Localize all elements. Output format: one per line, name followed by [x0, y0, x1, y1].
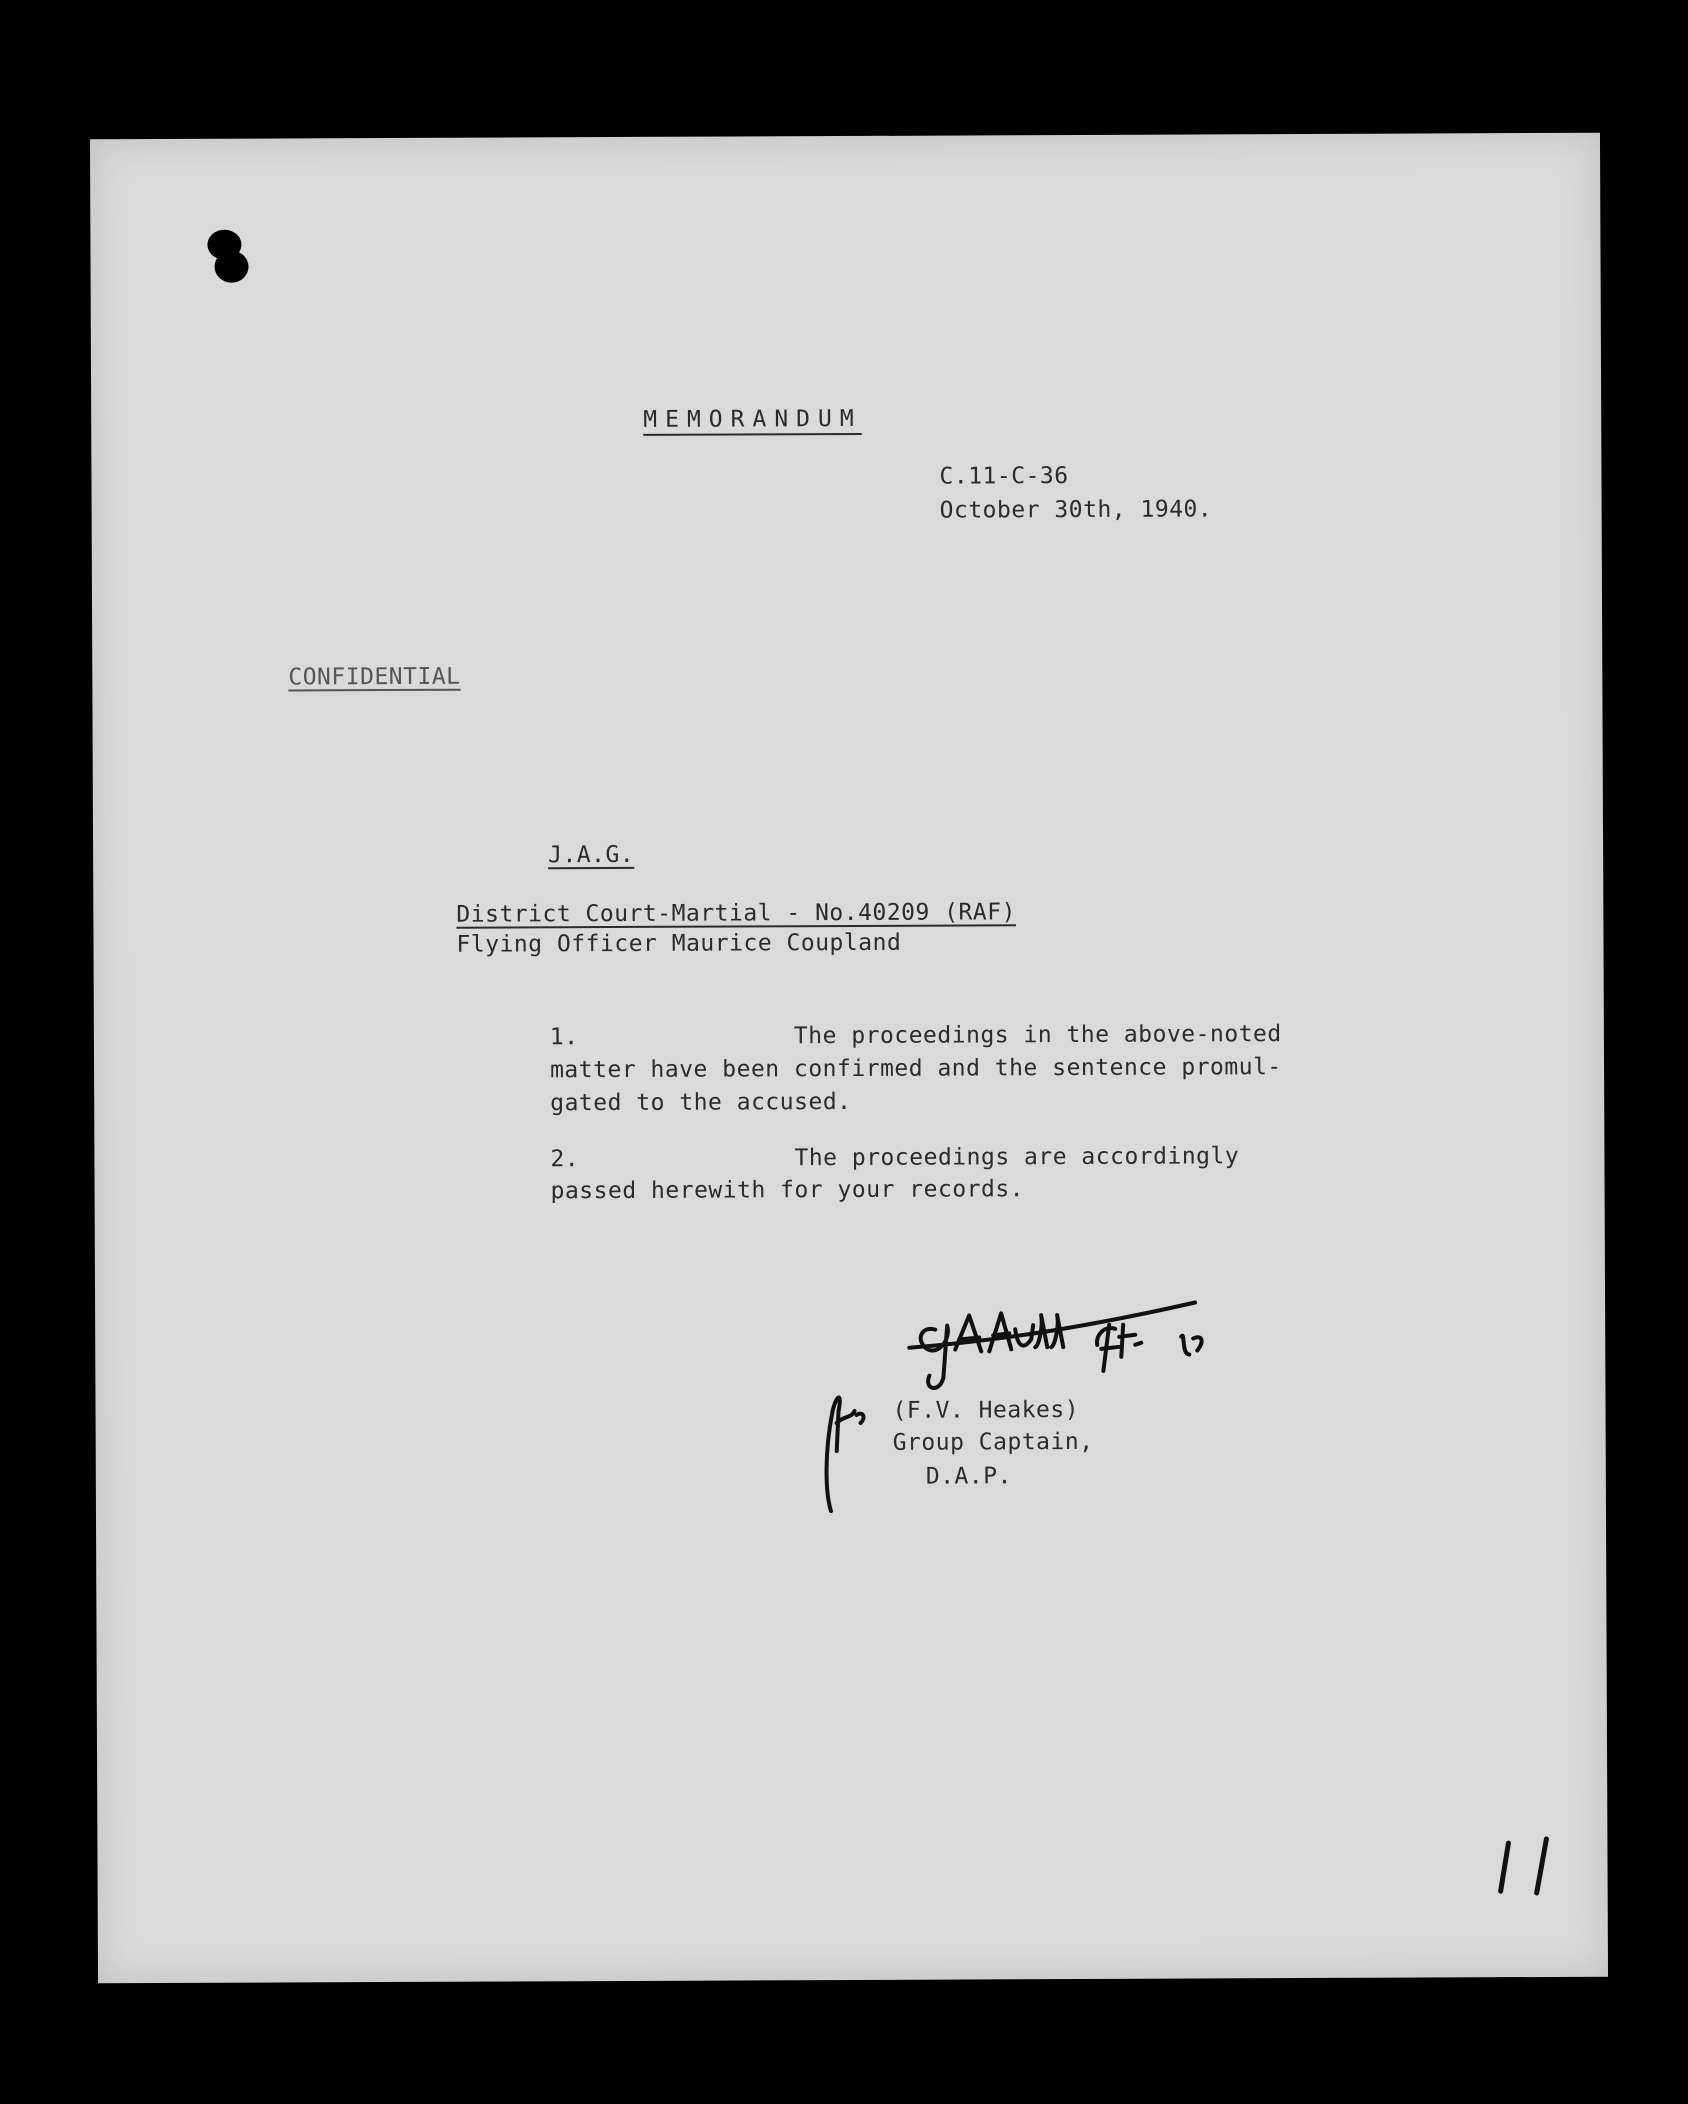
signatory-name: (F.V. Heakes) — [892, 1396, 1080, 1424]
memo-title: MEMORANDUM — [643, 405, 862, 433]
memo-date: October 30th, 1940. — [939, 496, 1213, 524]
paragraph-1-line-3: gated to the accused. — [550, 1088, 852, 1117]
classification-label: CONFIDENTIAL — [288, 663, 461, 691]
file-reference: C.11-C-36 — [939, 463, 1069, 490]
subject-line: District Court-Martial - No.40209 (RAF) — [456, 899, 1016, 928]
signatory-office: D.A.P. — [925, 1463, 1012, 1490]
paragraph-2-line-2: passed herewith for your records. — [550, 1176, 1025, 1205]
paragraph-2-line-1: The proceedings are accordingly — [794, 1143, 1240, 1172]
paragraph-1-number: 1. — [549, 1024, 579, 1051]
paragraph-2-number: 2. — [550, 1146, 580, 1173]
paragraph-1-line-1: The proceedings in the above-noted — [793, 1021, 1282, 1050]
addressee: J.A.G. — [548, 841, 635, 869]
punch-hole — [204, 229, 250, 285]
document-page — [90, 133, 1608, 1984]
signatory-rank: Group Captain, — [892, 1428, 1094, 1456]
paragraph-1-line-2: matter have been confirmed and the sentence promul- — [549, 1054, 1282, 1084]
handwritten-for-mark — [810, 1371, 871, 1521]
subject-name: Flying Officer Maurice Coupland — [456, 929, 902, 958]
handwritten-page-number — [1482, 1833, 1562, 1903]
